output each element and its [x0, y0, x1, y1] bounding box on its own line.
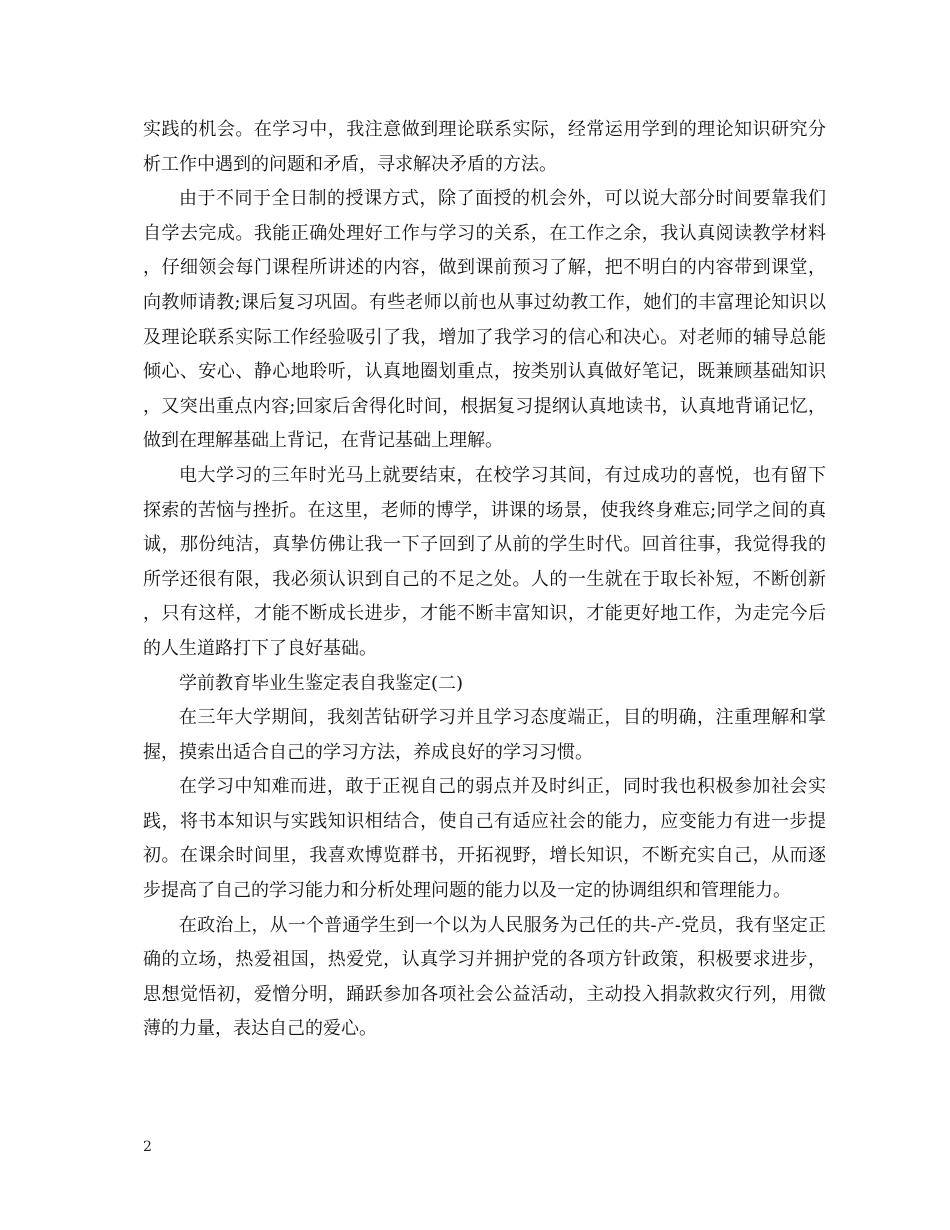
section-heading: 学前教育毕业生鉴定表自我鉴定(二)	[179, 672, 464, 694]
paragraph: 在政治上，从一个普通学生到一个以为人民服务为己任的共-产-党员，我有坚定正确的立场，热爱祖国，热爱党，认真学习并拥护党的各项方针政策，积极要求进步，思想觉悟初，爱憎分明，踊跃参加各项社会公益活动，主动投入捐款救灾行列，用微薄的力量，表达自己的爱心。	[143, 914, 826, 1040]
page-number: 2	[143, 1139, 152, 1155]
body-text	[143, 113, 826, 1047]
paragraph-continuation: 实践的机会。在学习中，我注意做到理论联系实际，经常运用学到的理论知识研究分析工作中遇到的问题和矛盾，寻求解决矛盾的方法。	[143, 119, 826, 175]
paragraph: 由于不同于全日制的授课方式，除了面授的机会外，可以说大部分时间要靠我们自学去完成。我能正确处理好工作与学习的关系，在工作之余，我认真阅读教学材料，仔细领会每门课程所讲述的内容，做到课前预习了解，把不明白的内容带到课堂，向教师请教;课后复习巩固。有些老师以前也从事过幼教工作，她们的丰富理论知识以及理论联系实际工作经验吸引了我，增加了我学习的信心和决心。对老师的辅导总能倾心、安心、静心地聆听，认真地圈划重点，按类别认真做好笔记，既兼顾基础知识，又突出重点内容;回家后舍得化时间，根据复习提纲认真地读书，认真地背诵记忆，做到在理解基础上背记，在背记基础上理解。	[143, 188, 826, 452]
paragraph: 电大学习的三年时光马上就要结束，在校学习其间，有过成功的喜悦，也有留下探索的苦恼与挫折。在这里，老师的博学，讲课的场景，使我终身难忘;同学之间的真诚，那份纯洁，真挚仿佛让我一下子回到了从前的学生时代。回首往事，我觉得我的所学还很有限，我必须认识到自己的不足之处。人的一生就在于取长补短，不断创新，只有这样，才能不断成长进步，才能不断丰富知识，才能更好地工作，为走完今后的人生道路打下了良好基础。	[143, 464, 826, 659]
paragraph: 在学习中知难而进，敢于正视自己的弱点并及时纠正，同时我也积极参加社会实践，将书本知识与实践知识相结合，使自己有适应社会的能力，应变能力有进一步提初。在课余时间里，我喜欢博览群书，开拓视野，增长知识，不断充实自己，从而逐步提高了自己的学习能力和分析处理问题的能力以及一定的协调组织和管理能力。	[143, 776, 826, 902]
paragraph: 在三年大学期间，我刻苦钻研学习并且学习态度端正，目的明确，注重理解和掌握，摸索出适合自己的学习方法，养成良好的学习习惯。	[143, 707, 826, 763]
